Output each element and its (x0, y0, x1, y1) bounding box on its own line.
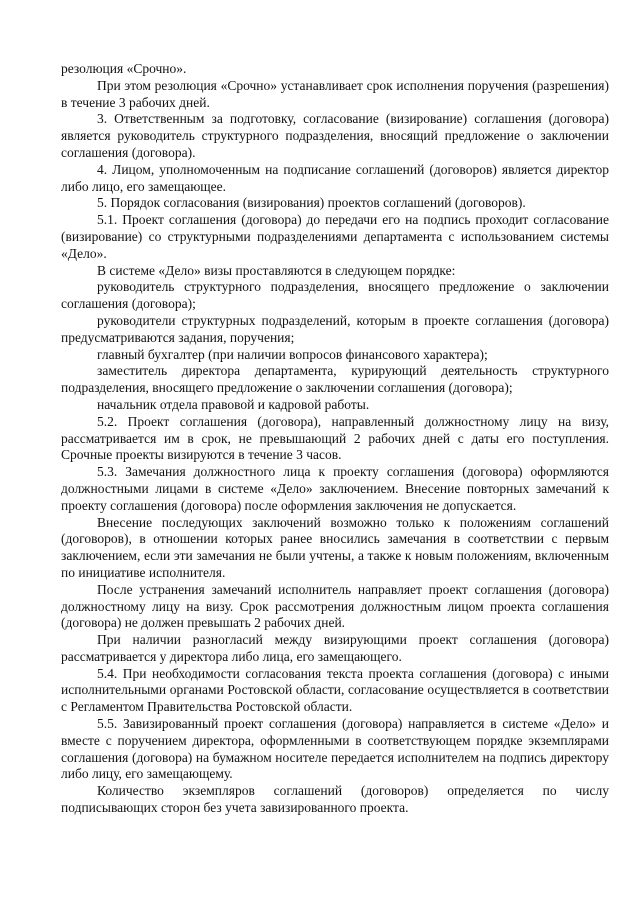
document-page (61, 61, 609, 817)
paragraph-item-4: 4. Лицом, уполномоченным на подписание соглашений (договоров) является директор либо лицо, его замещающее. (61, 161, 609, 194)
paragraph-item-5-3: 5.3. Замечания должностного лица к проекту соглашения (договора) оформляются должностными лицами в системе «Дело» заключением. Внесение повторных замечаний к проекту соглашения (договора) после оформления заключения не допускается. (61, 464, 609, 513)
paragraph-visa-accountant: главный бухгалтер (при наличии вопросов финансового характера); (97, 346, 488, 362)
paragraph-urgent-deadline: При этом резолюция «Срочно» устанавливает срок исполнения поручения (разрешения) в течение 3 рабочих дней. (61, 77, 609, 110)
paragraph-visa-order: В системе «Дело» визы проставляются в следующем порядке: (97, 262, 456, 278)
paragraph-item-5-4: 5.4. При необходимости согласования текста проекта соглашения (договора) с иными исполнительными органами Ростовской области, согласование осуществляется в соответствии с Регламентом Правительства Ростовской области. (61, 665, 609, 715)
paragraph-item-5-1: 5.1. Проект соглашения (договора) до передачи его на подпись проходит согласование (визирование) со структурными подразделениями департамента с использованием системы «Дело». (61, 212, 609, 261)
paragraph-disagreements: При наличии разногласий между визирующими проект соглашения (договора) рассматривается у директора либо лица, его замещающего. (61, 632, 609, 664)
paragraph-copies-count: Количество экземпляров соглашений (договоров) определяется по числу подписывающих сторон без учета завизированного проекта. (61, 783, 609, 816)
paragraph-item-5: 5. Порядок согласования (визирования) проектов соглашений (договоров). (97, 195, 526, 211)
paragraph-after-remarks: После устранения замечаний исполнитель направляет проект соглашения (договора) должностному лицу на визу. Срок рассмотрения должностным лицом проекта соглашения (договора) не должен превышать 2 рабочих дней. (61, 581, 609, 631)
paragraph-subsequent-conclusions: Внесение последующих заключений возможно только к положениям соглашений (договоров), в отношении которых ранее вносились замечания в соответствии с первым заключением, если эти замечания не были учтены, а также к новым положениям, включенным по инициативе исполнителя. (61, 514, 609, 580)
paragraph-visa-deputy-director: заместитель директора департамента, курирующий деятельность структурного подразделения, вносящего предложение о заключении соглашения (договора); (61, 363, 609, 396)
paragraph-visa-head-unit: руководитель структурного подразделения, вносящего предложение о заключении соглашения (договора); (61, 279, 609, 312)
paragraph-visa-unit-heads: руководители структурных подразделений, которым в проекте соглашения (договора) предусматриваются задания, поручения; (61, 312, 609, 345)
paragraph-visa-legal-head: начальник отдела правовой и кадровой работы. (97, 396, 370, 412)
paragraph-resolution-urgent: резолюция «Срочно». (61, 61, 187, 76)
paragraph-item-5-5: 5.5. Завизированный проект соглашения (договора) направляется в системе «Дело» и вместе с поручением директора, оформленными в соответствующем порядке экземплярами соглашения (договора) на бумажном носителе передается исполнителем на подпись директору либо лицу, его замещающему. (61, 716, 609, 782)
paragraph-item-5-2: 5.2. Проект соглашения (договора), направленный должностному лицу на визу, рассматривается им в срок, не превышающий 2 рабочих дней с даты его поступления. Срочные проекты визируются в течение 3 часов. (61, 413, 609, 463)
paragraph-item-3: 3. Ответственным за подготовку, согласование (визирование) соглашения (договора) является руководитель структурного подразделения, вносящий предложение о заключении соглашения (договора). (61, 111, 609, 160)
